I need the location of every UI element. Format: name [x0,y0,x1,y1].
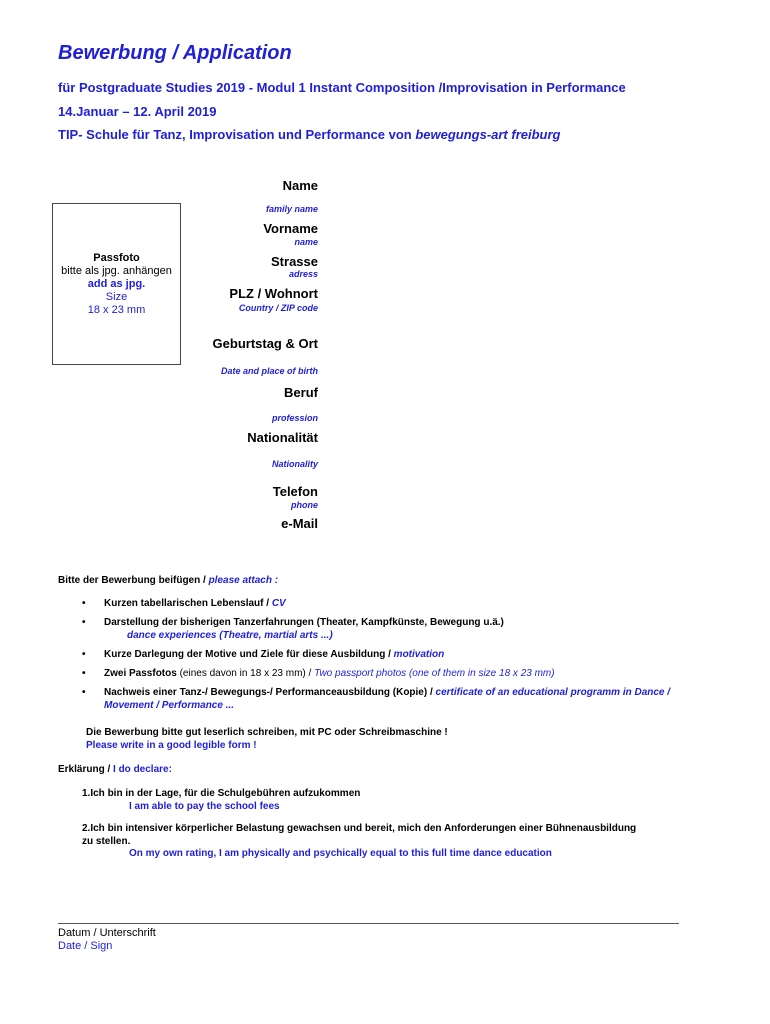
attach-heading-de: Bitte der Bewerbung beifügen / [58,575,209,586]
signature-label-de: Datum / Unterschrift [58,927,156,939]
list-item [62,648,702,661]
field-nationalitaet: Nationalität [247,430,318,445]
page-title: Bewerbung / Application [58,42,292,64]
declare-heading-en: I do declare: [113,764,172,775]
item-photos-de: Zwei Passfotos [104,668,180,679]
field-plz: PLZ / Wohnort [229,286,318,301]
declare-p1-de: 1.Ich bin in der Lage, für die Schulgebühren aufzukommen [82,788,361,799]
attachment-list [62,597,702,718]
signature-label-en: Date / Sign [58,940,113,952]
photo-size-label: Size [105,290,128,303]
item-photos-en: Two passport photos [314,668,407,679]
field-beruf: Beruf [284,385,318,400]
item-certificate-de: Nachweis einer Tanz-/ Bewegungs-/ Performanceausbildung (Kopie) / [104,687,436,698]
item-motivation-de: Kurze Darlegung der Motive und Ziele für diese Ausbildung / [104,649,394,660]
item-dance-en: dance experiences (Theatre, martial arts ...) [127,630,333,641]
field-nationality: Nationality [271,459,318,469]
date-line: 14.Januar – 12. April 2019 [58,104,217,119]
legible-note-en: Please write in a good legible form ! [86,740,257,751]
field-phone: phone [291,500,318,510]
item-dance-de: Darstellung der bisherigen Tanzerfahrungen (Theater, Kampfkünste, Bewegung u.ä.) [104,617,504,628]
signature-line [58,923,679,924]
field-family-name: family name [265,204,318,214]
declare-heading-de: Erklärung / [58,764,114,775]
school-name: TIP- Schule für Tanz, Improvisation und Performance von [58,127,416,142]
field-geburtstag: Geburtstag & Ort [212,336,318,351]
school-brand: bewegungs-art freiburg [415,127,561,142]
photo-instruction: bitte als jpg. anhängen [61,264,172,277]
item-cv-de: Kurzen tabellarischen Lebenslauf / [104,598,272,609]
field-telefon: Telefon [272,484,318,499]
photo-size: 18 x 23 mm [87,303,146,316]
field-strasse: Strasse [271,254,318,269]
list-item [62,686,702,712]
item-motivation-en: motivation [393,649,445,660]
item-cv-en: CV [271,598,286,609]
field-country: Country / ZIP code [238,303,318,313]
declare-p2-en: On my own rating, I am physically and psychically equal to this full time dance education [129,848,552,859]
field-profession: profession [271,413,318,423]
program-line: für Postgraduate Studies 2019 - Modul 1 Instant Composition /Improvisation in Performance [58,80,626,95]
school-line [58,127,561,142]
list-item [62,616,702,642]
field-email: e-Mail [281,516,318,531]
declare-p2-de: 2.Ich bin intensiver körperlicher Belastung gewachsen und bereit, mich den Anforderungen einer Bühnenausbildung zu stellen. [82,823,637,847]
list-item [62,667,702,680]
declare-p1-en: I am able to pay the school fees [129,801,280,812]
legible-note-de: Die Bewerbung bitte gut leserlich schreiben, mit PC oder Schreibmaschine ! [86,727,448,738]
declare-heading [58,764,172,775]
item-certificate-en: certificate of an educational programm in Dance / Movement / Performance ... [104,687,671,711]
photo-instruction-en: add as jpg. [87,277,146,290]
item-photos-de-detail: (eines davon in 18 x 23 mm) / [179,668,315,679]
passport-photo-box[interactable] [52,203,181,365]
field-dob: Date and place of birth [220,366,318,376]
field-vorname: Vorname [263,221,318,236]
photo-title: Passfoto [93,251,140,264]
attach-heading-en: please attach : [208,575,279,586]
attach-heading [58,575,278,586]
field-name: Name [282,178,318,193]
field-name-en: name [294,237,318,247]
item-photos-en-detail: (one of them in size 18 x 23 mm) [406,668,555,679]
list-item [62,597,702,610]
field-adress: adress [288,269,318,279]
